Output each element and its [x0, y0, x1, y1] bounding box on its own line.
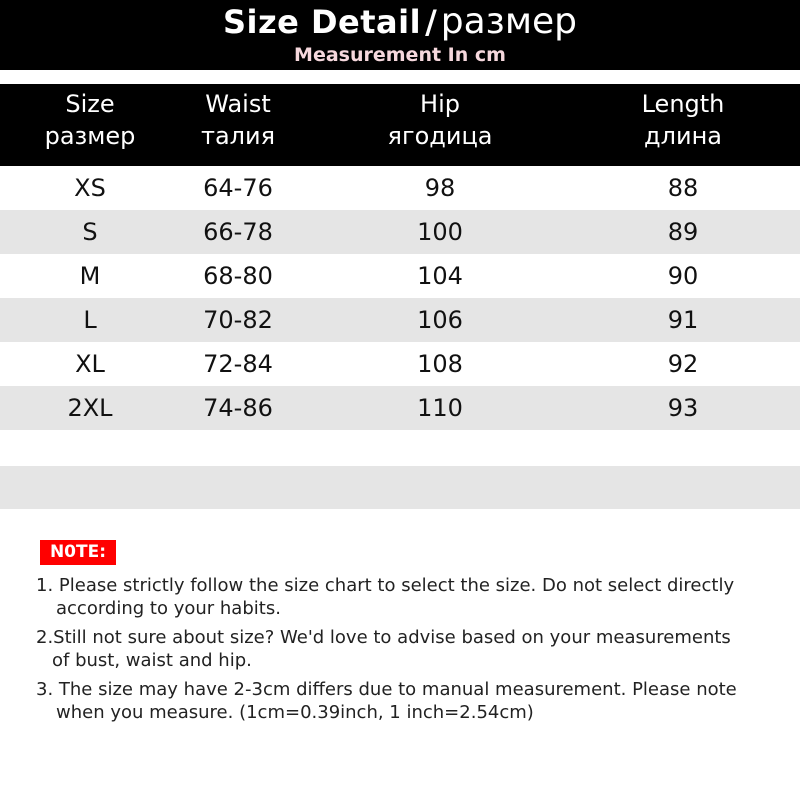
header-waist-en: Waist	[205, 90, 271, 118]
header-hip-ru: ягодица	[387, 122, 493, 150]
header-size-en: Size	[65, 90, 115, 118]
title-russian: размер	[440, 1, 577, 42]
cell-size: XS	[74, 174, 106, 202]
cell-waist: 68-80	[203, 262, 273, 290]
cell-waist: 74-86	[203, 394, 273, 422]
header-hip-en: Hip	[420, 90, 460, 118]
table-row	[0, 298, 800, 342]
cell-hip: 106	[417, 306, 463, 334]
page-subtitle: Measurement In cm	[294, 44, 506, 66]
cell-waist: 66-78	[203, 218, 273, 246]
note-item	[36, 626, 776, 672]
cell-size: L	[83, 306, 97, 334]
cell-hip: 104	[417, 262, 463, 290]
table-row	[0, 210, 800, 254]
header-length-en: Length	[641, 90, 725, 118]
header-hip	[360, 88, 520, 152]
table-row	[0, 342, 800, 386]
cell-hip: 98	[424, 174, 456, 202]
table-row	[0, 254, 800, 298]
cell-length: 90	[667, 262, 699, 290]
title-slash: /	[425, 3, 437, 41]
note-line: of bust, waist and hip.	[52, 650, 252, 671]
cell-length: 89	[667, 218, 699, 246]
table-row	[0, 386, 800, 430]
cell-size: M	[79, 262, 101, 290]
note-item	[36, 574, 776, 620]
note-line: 1. Please strictly follow the size chart to select the size. Do not select directly	[36, 575, 735, 596]
cell-length: 91	[667, 306, 699, 334]
cell-length: 92	[667, 350, 699, 378]
page-title	[0, 2, 800, 42]
cell-length: 93	[667, 394, 699, 422]
cell-hip: 110	[417, 394, 463, 422]
note-item	[36, 678, 776, 724]
cell-size: XL	[75, 350, 105, 378]
header-length	[602, 88, 764, 152]
note-line: 2.Still not sure about size? We'd love to advise based on your measurements	[36, 627, 731, 648]
notes-list	[36, 574, 776, 730]
cell-hip: 100	[417, 218, 463, 246]
header-size-ru: размер	[44, 122, 136, 150]
size-table-body	[0, 166, 800, 430]
header-waist	[178, 88, 298, 152]
note-line: when you measure. (1cm=0.39inch, 1 inch=2.54cm)	[56, 702, 534, 723]
cell-hip: 108	[417, 350, 463, 378]
cell-size: 2XL	[67, 394, 113, 422]
cell-waist: 70-82	[203, 306, 273, 334]
table-row	[0, 166, 800, 210]
cell-waist: 72-84	[203, 350, 273, 378]
cell-waist: 64-76	[203, 174, 273, 202]
cell-length: 88	[667, 174, 699, 202]
header-waist-ru: талия	[200, 122, 276, 150]
header-size	[30, 88, 150, 152]
note-line: according to your habits.	[56, 598, 281, 619]
cell-size: S	[82, 218, 98, 246]
table-header	[0, 84, 800, 168]
note-badge: N0TE:	[40, 540, 116, 565]
empty-table-row	[0, 466, 800, 509]
title-english: Size Detail	[223, 3, 422, 41]
note-line: 3. The size may have 2-3cm differs due to manual measurement. Please note	[36, 679, 737, 700]
header-length-ru: длина	[644, 122, 722, 150]
